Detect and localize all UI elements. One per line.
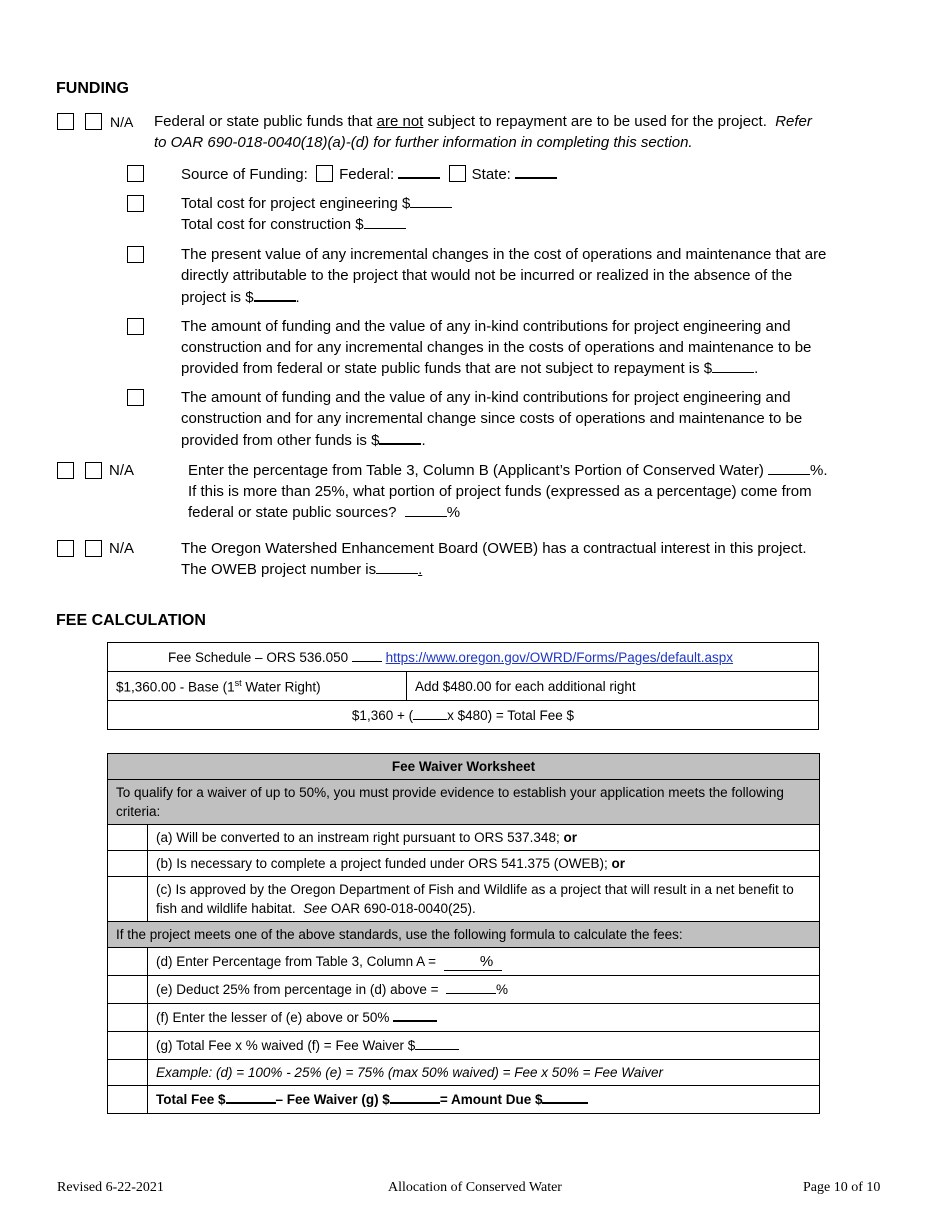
percentage-d-field[interactable]: % bbox=[444, 954, 502, 971]
project-cost-checkbox[interactable] bbox=[127, 195, 144, 212]
amount-due-field[interactable] bbox=[542, 1090, 588, 1104]
other-funds-field[interactable] bbox=[379, 429, 421, 445]
present-value-field[interactable] bbox=[254, 286, 296, 302]
funding-no-checkbox[interactable] bbox=[85, 113, 102, 130]
oweb-yes-checkbox[interactable] bbox=[57, 540, 74, 557]
fee-schedule-label: Fee Schedule – ORS 536.050 bbox=[168, 650, 349, 665]
footer-page-number: Page 10 of 10 bbox=[803, 1180, 881, 1195]
percentage-text: Enter the percentage from Table 3, Column B (Applicant’s Portion of Conserved Water) %. If this is more than 25%, what portion of project funds (expressed as a percentage) come from federal or state public sources? % bbox=[188, 462, 828, 521]
worksheet-title: Fee Waiver Worksheet bbox=[108, 754, 820, 780]
base-fee-cell: $1,360.00 - Base (1st Water Right) bbox=[108, 672, 407, 701]
row-f-check-cell[interactable] bbox=[108, 1004, 148, 1032]
percentage-na-label: N/A bbox=[109, 462, 135, 479]
funding-yes-checkbox[interactable] bbox=[57, 113, 74, 130]
other-funds-checkbox[interactable] bbox=[127, 389, 144, 406]
criteria-c-row: (c) Is approved by the Oregon Department of Fish and Wildlife as a project that will result in a net benefit to fish and wildlife habitat. See OAR 690-018-0040(25). bbox=[108, 877, 820, 922]
worksheet-intro: To qualify for a waiver of up to 50%, you must provide evidence to establish your application meets the following criteria: bbox=[108, 780, 820, 825]
example-row bbox=[108, 1060, 820, 1086]
row-e: (e) Deduct 25% from percentage in (d) above = % bbox=[108, 976, 820, 1004]
federal-checkbox[interactable] bbox=[316, 165, 333, 182]
additional-rights-count-field[interactable] bbox=[413, 707, 447, 720]
oweb-text: The Oregon Watershed Enhancement Board (OWEB) has a contractual interest in this project. The OWEB project number is . bbox=[181, 540, 807, 578]
present-value-checkbox[interactable] bbox=[127, 246, 144, 263]
fee-schedule-link[interactable]: https://www.oregon.gov/OWRD/Forms/Pages/default.aspx bbox=[385, 650, 734, 665]
percentage-no-checkbox[interactable] bbox=[85, 462, 102, 479]
fee-waiver-field[interactable] bbox=[390, 1090, 440, 1104]
footer-title: Allocation of Conserved Water bbox=[388, 1180, 562, 1195]
criteria-a-check-cell[interactable] bbox=[108, 825, 148, 851]
lesser-percentage-field[interactable] bbox=[393, 1008, 437, 1022]
project-cost-text: Total cost for project engineering $ Total cost for construction $ bbox=[181, 193, 452, 235]
present-value-text: The present value of any incremental changes in the cost of operations and maintenance that are directly attributable to the project that would not be incurred or realized in the absence of the project is $ . bbox=[181, 246, 827, 306]
example-check-cell bbox=[108, 1060, 148, 1086]
example-text: Example: (d) = 100% - 25% (e) = 75% (max 50% waived) = Fee x 50% = Fee Waiver bbox=[156, 1065, 663, 1080]
footer-revised: Revised 6-22-2021 bbox=[57, 1180, 164, 1195]
criteria-b-row: (b) Is necessary to complete a project funded under ORS 541.375 (OWEB); or bbox=[108, 851, 820, 877]
fee-waiver-worksheet bbox=[107, 753, 820, 1114]
construction-cost-field[interactable] bbox=[364, 214, 406, 229]
amount-due-check-cell bbox=[108, 1086, 148, 1114]
source-of-funding-row: Source of Funding: Federal: State: bbox=[181, 163, 557, 185]
amount-due-row: Total Fee $ – Fee Waiver (g) $ = Amount Due $ bbox=[108, 1086, 820, 1114]
fee-schedule-row bbox=[108, 643, 819, 672]
fee-waiver-amount-field[interactable] bbox=[415, 1037, 459, 1050]
row-g-check-cell[interactable] bbox=[108, 1032, 148, 1060]
percentage-yes-checkbox[interactable] bbox=[57, 462, 74, 479]
public-sources-percentage-field[interactable] bbox=[405, 502, 447, 517]
total-fee-field[interactable] bbox=[226, 1090, 276, 1104]
row-g: (g) Total Fee x % waived (f) = Fee Waiver $ bbox=[108, 1032, 820, 1060]
other-funds-text: The amount of funding and the value of any in-kind contributions for project engineering and construction and for any incremental change since costs of operations and maintenance to be provided from other funds is $ . bbox=[181, 389, 803, 449]
total-fee-formula: $1,360 + ( x $480) = Total Fee $ bbox=[108, 701, 819, 730]
row-d: (d) Enter Percentage from Table 3, Column A = % bbox=[108, 948, 820, 976]
funding-heading: FUNDING bbox=[56, 80, 129, 97]
criteria-a-row: (a) Will be converted to an instream right pursuant to ORS 537.348; or bbox=[108, 825, 820, 851]
oweb-no-checkbox[interactable] bbox=[85, 540, 102, 557]
state-checkbox[interactable] bbox=[449, 165, 466, 182]
criteria-b-check-cell[interactable] bbox=[108, 851, 148, 877]
row-e-check-cell[interactable] bbox=[108, 976, 148, 1004]
federal-amount-field[interactable] bbox=[398, 163, 440, 179]
public-funds-checkbox[interactable] bbox=[127, 318, 144, 335]
row-f: (f) Enter the lesser of (e) above or 50% bbox=[108, 1004, 820, 1032]
fee-calculation-heading: FEE CALCULATION bbox=[56, 612, 206, 629]
oweb-project-number-field[interactable] bbox=[376, 559, 418, 574]
funding-na-label: N/A bbox=[110, 114, 134, 130]
public-funds-text: The amount of funding and the value of any in-kind contributions for project engineering and construction and for any incremental changes in the costs of operations and maintenance to be provided from federal or state public funds that are not subject to repayment is $ . bbox=[181, 318, 812, 377]
percentage-e-field[interactable] bbox=[446, 981, 496, 994]
criteria-c-check-cell[interactable] bbox=[108, 877, 148, 922]
formula-intro: If the project meets one of the above standards, use the following formula to calculate the fees: bbox=[108, 922, 820, 948]
fee-schedule-table bbox=[107, 642, 819, 730]
row-d-check-cell[interactable] bbox=[108, 948, 148, 976]
oweb-na-label: N/A bbox=[109, 540, 135, 557]
source-of-funding-checkbox[interactable] bbox=[127, 165, 144, 182]
applicant-portion-field[interactable] bbox=[768, 460, 810, 475]
public-funds-field[interactable] bbox=[712, 358, 754, 373]
additional-fee-cell: Add $480.00 for each additional right bbox=[407, 672, 819, 701]
state-amount-field[interactable] bbox=[515, 163, 557, 179]
engineering-cost-field[interactable] bbox=[410, 193, 452, 208]
federal-state-text: Federal or state public funds that are not subject to repayment are to be used for the project. Refer to OAR 690-018-0040(18)(a)-(d) for further information in completing this section. bbox=[154, 113, 812, 151]
